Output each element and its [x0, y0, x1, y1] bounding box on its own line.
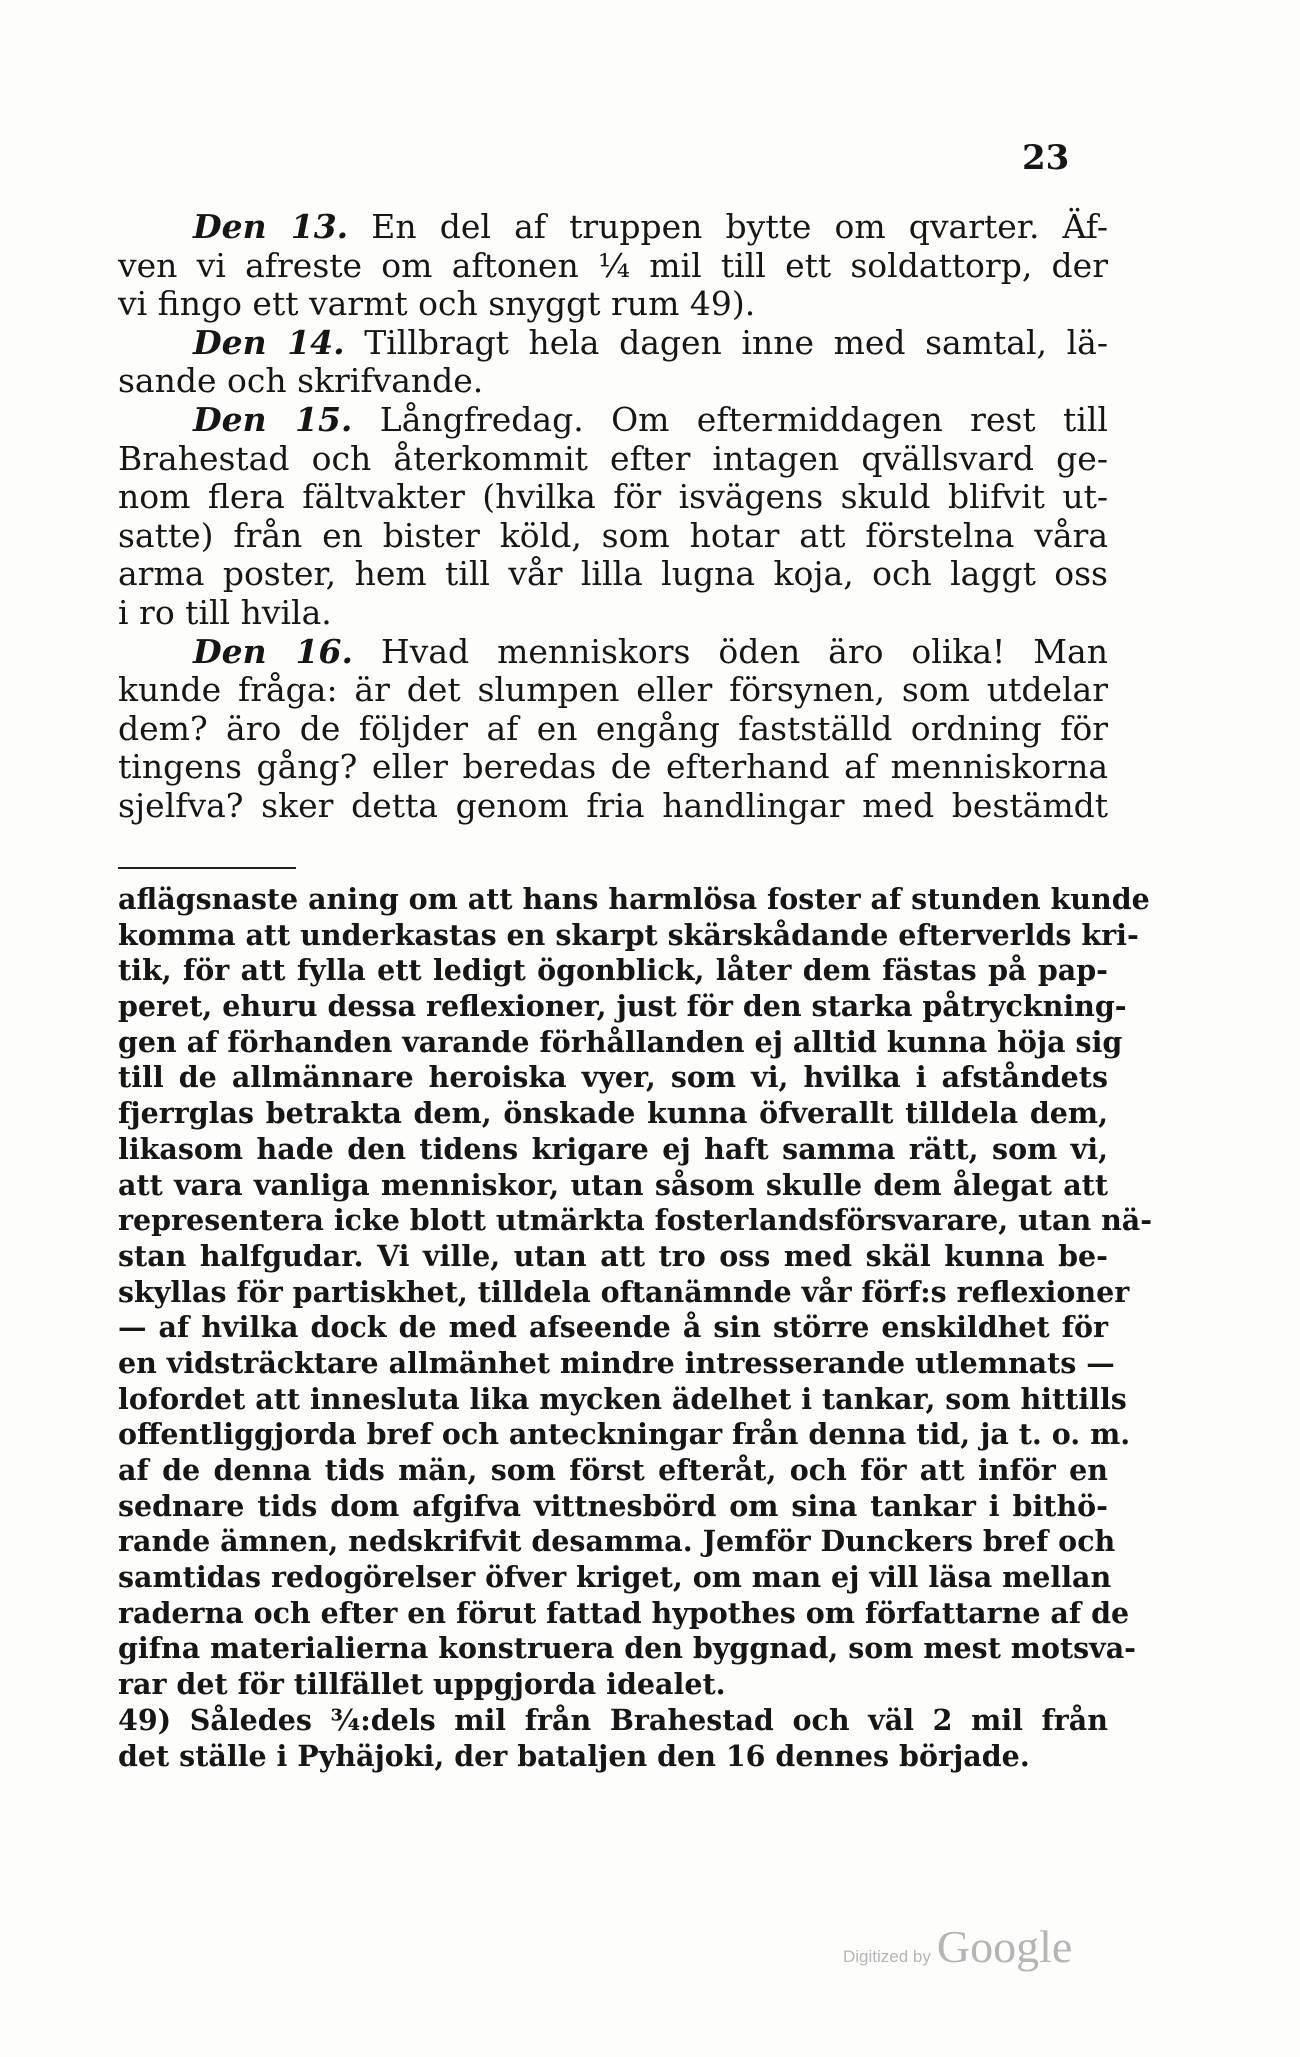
text-line: En del af truppen bytte om qvarter. Äf-: [371, 207, 1108, 246]
footnote-line: aflägsnaste aning om att hans harmlösa foster af stunden kunde: [118, 882, 1150, 916]
text-line: satte) från en bister köld, som hotar att förstelna våra: [118, 515, 1108, 555]
date-label: Den 13.: [193, 207, 349, 246]
footnote-line: tik, för att fylla ett ledigt ögonblick, låter dem fästas på pap-: [118, 953, 1108, 988]
text-line: ven vi afreste om aftonen ¼ mil till ett soldattorp, der: [118, 245, 1108, 285]
text-line: tingens gång? eller beredas de efterhand af menniskorna: [118, 747, 1108, 787]
date-label: Den 16.: [193, 631, 353, 671]
footnote-line: af de denna tids män, som först efteråt, och för att inför en: [118, 1453, 1108, 1487]
text-line: arma poster, hem till vår lilla lugna koja, och laggt oss: [118, 554, 1108, 594]
text-line: sande och skrifvande.: [118, 361, 484, 401]
footnotes: [118, 882, 1153, 1774]
footnote-line: rande ämnen, nedskrifvit desamma. Jemför Dunckers bref och: [118, 1524, 1116, 1559]
text-line: nom flera fältvakter (hvilka för isvägens skuld blifvit ut-: [118, 477, 1108, 517]
footnote-line: fjerrglas betrakta dem, önskade kunna öfverallt tilldela dem,: [118, 1096, 1108, 1131]
text-line: vi fingo ett varmt och snyggt rum 49).: [118, 284, 756, 324]
footnote-line: sednare tids dom afgifva vittnesbörd om sina tankar i bithö-: [118, 1488, 1108, 1523]
footnote-line: raderna och efter en förut fattad hypothes om författarne af de: [118, 1595, 1130, 1630]
text-line: Tillbragt hela dagen inne med samtal, lä-: [364, 322, 1108, 362]
footnote-49-line: [118, 1703, 1108, 1739]
footnote-line: komma att underkastas en skarpt skärskådande efterverlds kri-: [118, 917, 1139, 952]
text-line: Brahestad och återkommit efter intagen qvällsvard ge-: [118, 438, 1108, 478]
text-line: Långfredag. Om eftermiddagen rest till: [379, 399, 1108, 439]
footnote-line: representera icke blott utmärkta fosterlandsförsvarare, utan nä-: [118, 1203, 1153, 1238]
date-label: Den 15.: [193, 399, 353, 439]
text-line: kunde fråga: är det slumpen eller försynen, som utdelar: [118, 670, 1108, 710]
footnote-line: peret, ehuru dessa reflexioner, just för den starka påtryckning-: [118, 989, 1127, 1024]
footnote-line: gen af förhanden varande förhållanden ej alltid kunna höja sig: [118, 1024, 1123, 1059]
footnote-line: att vara vanliga menniskor, utan såsom skulle dem ålegat att: [118, 1167, 1108, 1202]
text-line: dem? äro de följder af en engång fastställd ordning för: [118, 708, 1108, 748]
footnote-line: gifna materialierna konstruera den byggnad, som mest motsva-: [118, 1631, 1137, 1666]
body-text: [118, 208, 1108, 826]
footnote-line: rar det för tillfället uppgjorda idealet.: [118, 1667, 726, 1702]
entry-line: [118, 401, 1108, 440]
entry-line: [118, 208, 1108, 247]
footnote-line: offentliggjorda bref och anteckningar från denna tid, ja t. o. m.: [118, 1417, 1131, 1452]
footnote-line: en vidsträcktare allmänhet mindre intresserande utlemnats —: [118, 1345, 1115, 1380]
text-line: i ro till hvila.: [118, 592, 332, 632]
page-number: 23: [1022, 138, 1070, 178]
footnote-line: skyllas för partiskhet, tilldela oftanämnde vår förf:s reflexioner: [118, 1274, 1130, 1309]
footnote-text: Således ¾:dels mil från Brahestad och väl 2 mil från: [189, 1702, 1108, 1737]
text-line: sjelfva? sker detta genom fria handlingar med bestämdt: [118, 785, 1108, 825]
digitized-watermark: [843, 1920, 1072, 1973]
date-label: Den 14.: [193, 322, 345, 362]
footnote-line: lofordet att innesluta lika mycken ädelhet i tankar, som hittills: [118, 1381, 1127, 1416]
footnote-marker: 49): [118, 1702, 172, 1737]
footnote-line: — af hvilka dock de med afseende å sin större enskildhet för: [118, 1310, 1108, 1345]
entry-line: [118, 633, 1108, 672]
footnote-divider: [118, 867, 296, 869]
footnote-line: likasom hade den tidens krigare ej haft samma rätt, som vi,: [118, 1131, 1108, 1166]
google-logo: Google: [936, 1921, 1073, 1972]
footnote-line: till de allmännare heroiska vyer, som vi, hvilka i afståndets: [118, 1060, 1108, 1095]
footnote-line: samtidas redogörelser öfver kriget, om man ej vill läsa mellan: [118, 1560, 1112, 1595]
text-line: Hvad menniskors öden äro olika! Man: [380, 631, 1108, 671]
entry-line: [118, 324, 1108, 363]
watermark-small-text: Digitized by: [843, 1947, 931, 1966]
footnote-line: det ställe i Pyhäjoki, der bataljen den 16 dennes började.: [118, 1738, 1030, 1773]
footnote-line: stan halfgudar. Vi ville, utan att tro oss med skäl kunna be-: [118, 1238, 1108, 1273]
